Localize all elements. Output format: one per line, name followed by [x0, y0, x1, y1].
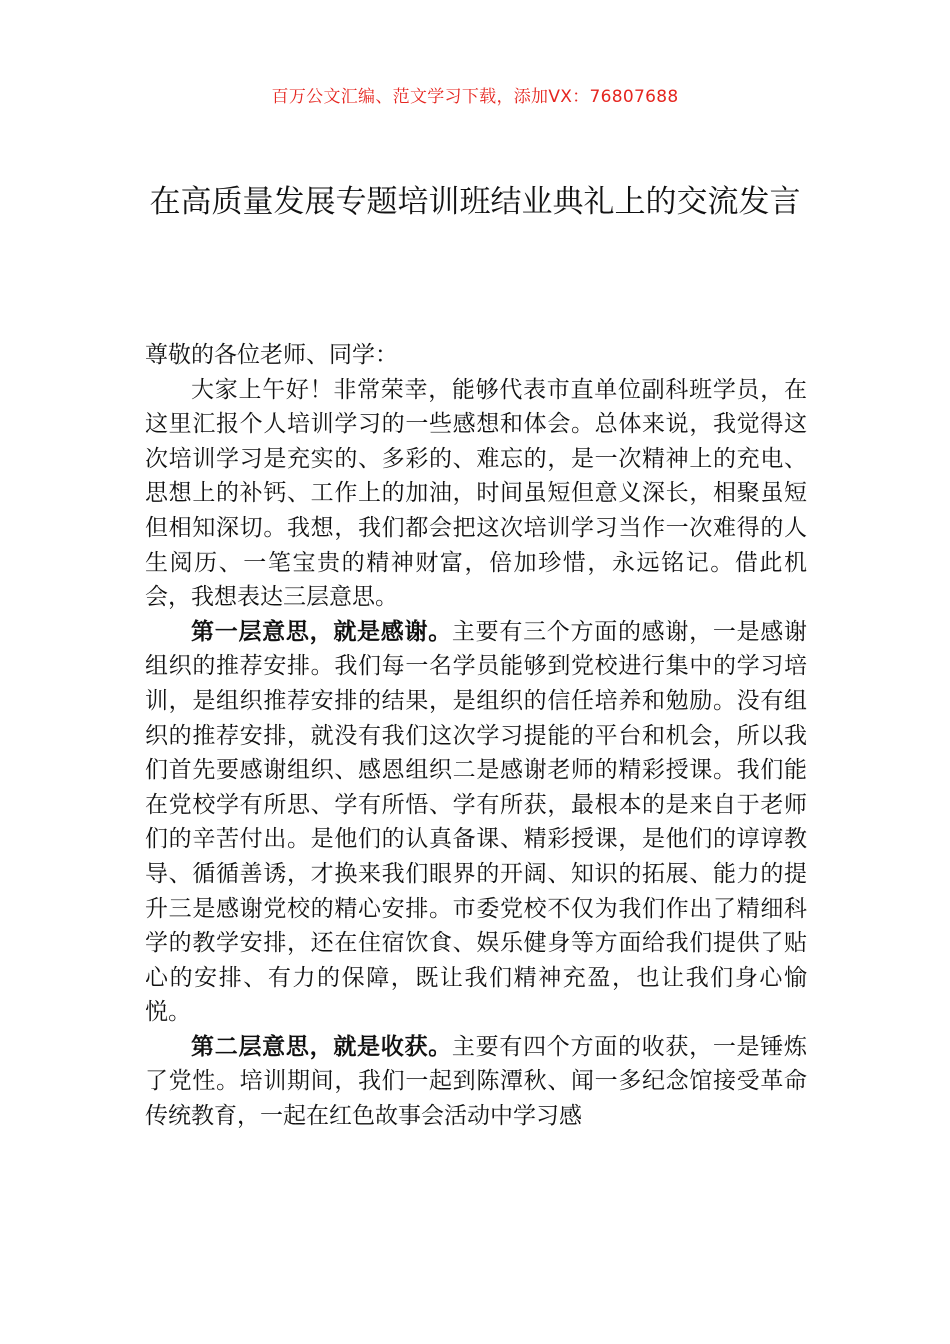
- paragraph-gratitude: [145, 615, 807, 1030]
- paragraph-lead: 第二层意思，就是收获。: [191, 1033, 452, 1060]
- paragraph-opening: [145, 373, 807, 615]
- salutation: 尊敬的各位老师、同学：: [145, 342, 398, 368]
- paragraph-text: 大家上午好！非常荣幸，能够代表市直单位副科班学员，在这里汇报个人培训学习的一些感想和体会。总体来说，我觉得这次培训学习是充实的、多彩的、难忘的，是一次精神上的充电、思想上的补钙、工作上的加油，时间虽短但意义深长，相聚虽短但相知深切。我想，我们都会把这次培训学习当作一次难得的人生阅历、一笔宝贵的精神财富，倍加珍惜，永远铭记。借此机会，我想表达三层意思。: [145, 376, 807, 611]
- header-watermark-note: 百万公文汇编、范文学习下载，添加VX：76807688: [271, 87, 679, 107]
- paragraph-text: 主要有四个方面的收获，一是锤炼了党性。培训期间，我们一起到陈潭秋、闻一多纪念馆接受革命传统教育，一起在红色故事会活动中学习感: [145, 1033, 808, 1130]
- document-title: 在高质量发展专题培训班结业典礼上的交流发言: [149, 184, 801, 220]
- paragraph-text: 主要有三个方面的感谢，一是感谢组织的推荐安排。我们每一名学员能够到党校进行集中的学习培训，是组织推荐安排的结果，是组织的信任培养和勉励。没有组织的推荐安排，就没有我们这次学习提能的平台和机会，所以我们首先要感谢组织、感恩组织二是感谢老师的精彩授课。我们能在党校学有所思、学有所悟、学有所获，最根本的是来自于老师们的辛苦付出。是他们的认真备课、精彩授课，是他们的谆谆教导、循循善诱，才换来我们眼界的开阔、知识的拓展、能力的提升三是感谢党校的精心安排。市委党校不仅为我们作出了精细科学的教学安排，还在住宿饮食、娱乐健身等方面给我们提供了贴心的安排、有力的保障，既让我们精神充盈，也让我们身心愉悦。: [145, 618, 808, 1026]
- document-body: [145, 338, 807, 1134]
- paragraph-harvest: [145, 1030, 807, 1134]
- paragraph-lead: 第一层意思，就是感谢。: [191, 618, 452, 645]
